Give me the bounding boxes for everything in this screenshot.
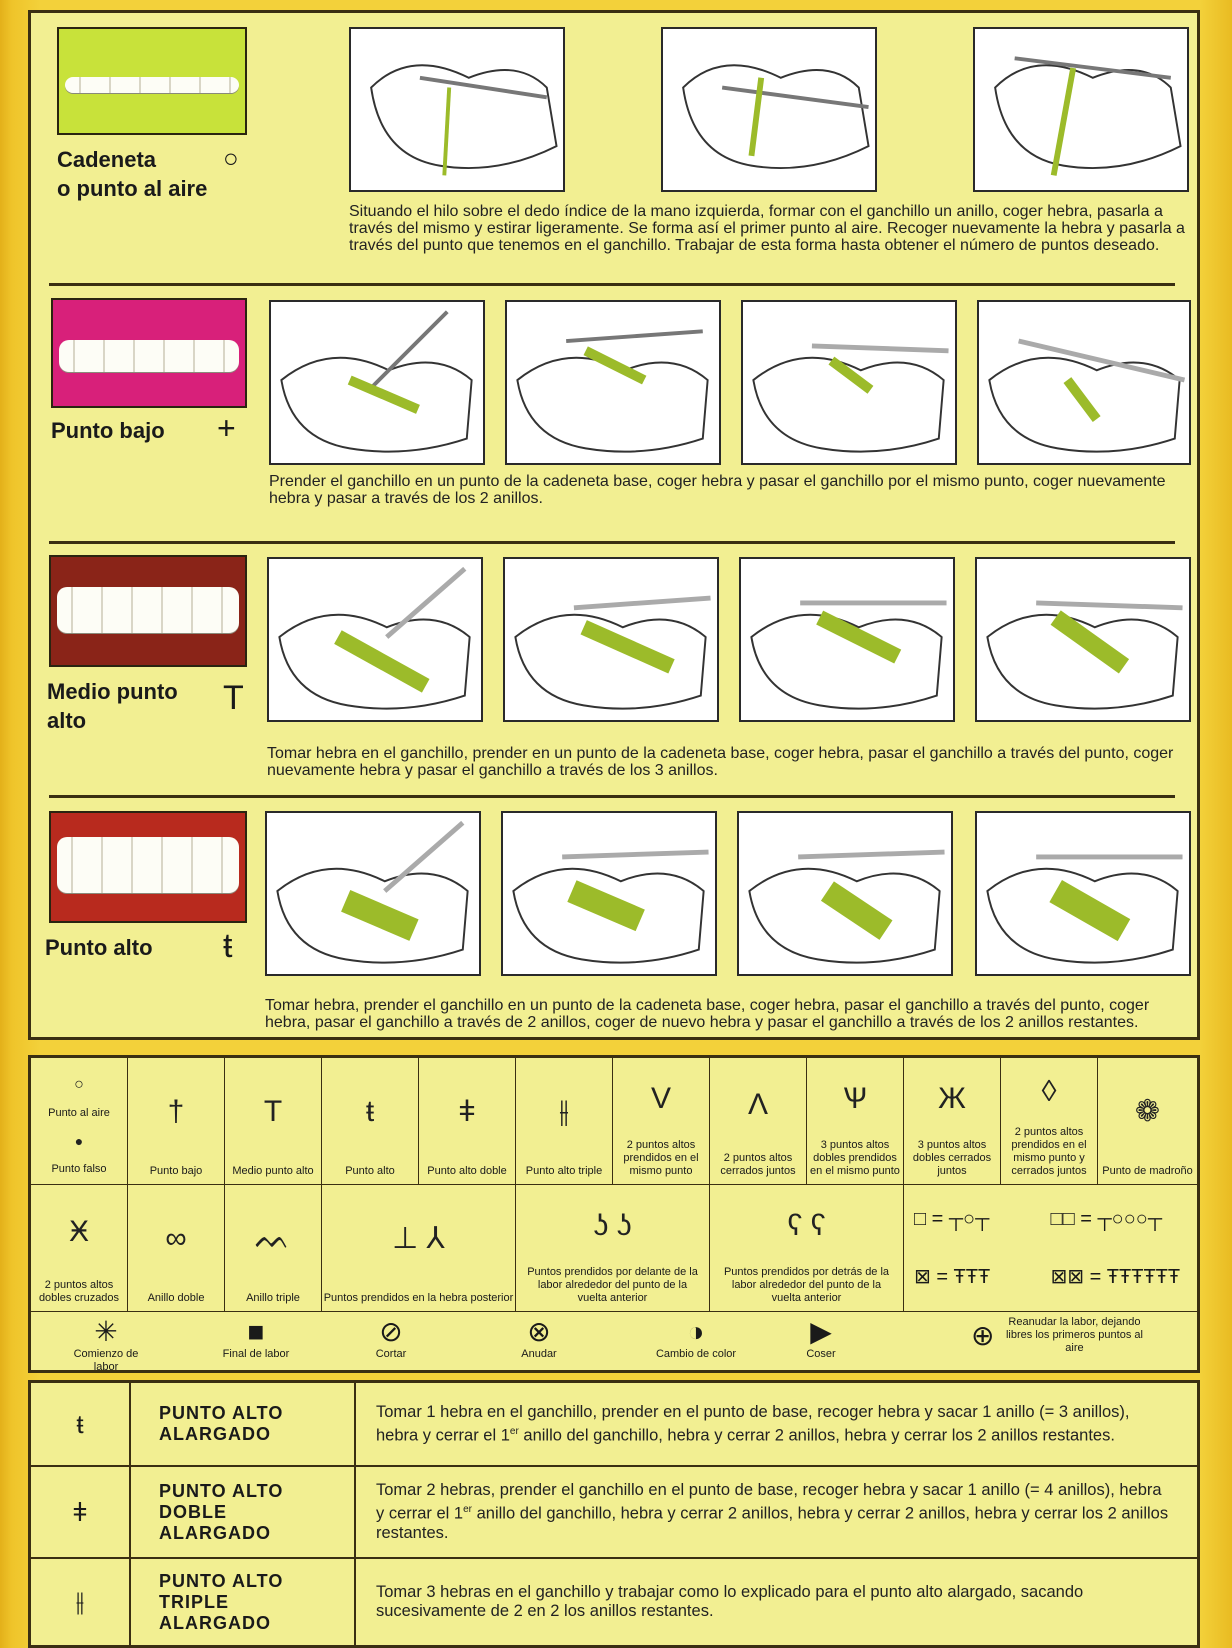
illustration-step-3 [973,27,1189,192]
stitch-section-punto-alto [31,799,1197,1039]
legend-cell-punto-alto: ŧ Punto alto [322,1058,419,1185]
row-name: PUNTO ALTO DOBLE ALARGADO [131,1467,356,1557]
legend-cell-anillo-triple: ᨓ Anillo triple [225,1185,322,1312]
stitch-name: Punto alto [45,935,153,960]
table-row [31,1383,1197,1467]
stitch-name: Punto bajo [51,418,165,443]
row-name: PUNTO ALTO TRIPLE ALARGADO [131,1559,356,1645]
legend-cell-2-puntos-cruzados: Ӿ 2 puntos altos dobles cruzados [31,1185,128,1312]
legend-cell-3-puntos-dobles-cerrados: Ж 3 puntos altos dobles cerrados juntos [904,1058,1001,1185]
symbol-legend [28,1055,1200,1373]
stitch-section-punto-bajo [31,288,1197,538]
illustration-step-1 [349,27,565,192]
legend-coser: ▶ Coser [806,1316,836,1360]
stitch-symbol: ŧ [223,927,233,965]
stitch-symbol: ○ [223,143,239,173]
row-description: Tomar 2 hebras, prender el ganchillo en el punto de base, recoger hebra y sacar 1 anillo (= 4 anillos), hebra y cerrar el 1er anillo del ganchillo, hebra y cerrar 2 anillos, hebra y cerrar 2 anillos, hebra y cerrar los 2 anillos restantes. [376,1481,1169,1542]
row-symbol: ǂ [31,1467,131,1557]
illustration-step-3 [737,811,953,976]
legend-cambio-de-color: ◑ Cambio de color [655,1316,737,1360]
illustration-step-1 [267,557,483,722]
legend-cell-punto-bajo: † Punto bajo [128,1058,225,1185]
equivalence-4: ⊠⊠ = ŦŦŦŦŦŦ [1050,1266,1181,1288]
stitch-name: Medio punto alto [47,679,178,733]
illustration-step-3 [741,300,957,465]
stitch-panel [28,10,1200,1040]
legend-cell-2-puntos-mismo-y-cerrados: ◊ 2 puntos altos prendidos en el mismo punto y cerrados juntos [1001,1058,1098,1185]
legend-cell-punto-al-aire: ○ Punto al aire ● Punto falso [31,1058,128,1185]
legend-cell-medio-punto-alto: T Medio punto alto [225,1058,322,1185]
legend-cell-equivalences [904,1185,1197,1312]
legend-cell-anillo-doble: ∞ Anillo doble [128,1185,225,1312]
equivalence-1: □ = ┬○┬ [914,1208,990,1230]
stitch-name: Cadeneta o punto al aire [57,147,208,201]
legend-anudar: ⊗ Anudar [521,1316,557,1360]
legend-cell-punto-alto-doble: ǂ Punto alto doble [419,1058,516,1185]
row-description: Tomar 1 hebra en el ganchillo, prender en el punto de base, recoger hebra y sacar 1 anillo (= 3 anillos), hebra y cerrar el 1er anillo del ganchillo, hebra y cerrar 2 anillos, hebra y cerrar los 2 anillos restantes. [376,1402,1130,1445]
illustration-step-2 [503,557,719,722]
stitch-description: Tomar hebra en el ganchillo, prender en un punto de la cadeneta base, coger hebra, pasar el ganchillo a través del punto, coger nuevamente hebra y pasar el ganchillo a través de los 3 anillos. [267,745,1174,779]
stitch-description: Prender el ganchillo en un punto de la cadeneta base, coger hebra y pasar el ganchillo por el mismo punto, coger nuevamente hebra y pasar a través de los 2 anillos. [269,473,1166,507]
swatch-image [49,555,247,667]
legend-cortar: ⊘ Cortar [375,1316,407,1360]
legend-cell-3-puntos-dobles-mismo: Ѱ 3 puntos altos dobles prendidos en el mismo punto [807,1058,904,1185]
legend-cell-prendidos-por-delante: ʖ ʖ Puntos prendidos por delante de la labor alrededor del punto de la vuelta anterior [516,1185,710,1312]
row-name: PUNTO ALTO ALARGADO [131,1383,356,1465]
illustration-step-4 [975,811,1191,976]
legend-cell-prendidos-por-detras: ʕ ʕ Puntos prendidos por detrás de la labor alrededor del punto de la vuelta anterior [710,1185,904,1312]
illustration-step-2 [661,27,877,192]
stitch-section-medio-punto-alto [31,545,1197,795]
stitch-section-cadeneta [31,13,1197,283]
illustration-step-2 [505,300,721,465]
illustration-step-2 [501,811,717,976]
legend-comienzo-de-labor: ✳ Comienzo de labor [73,1316,139,1373]
legend-cell-punto-de-madrono: ❁ Punto de madroño [1098,1058,1197,1185]
swatch-image [51,298,247,408]
equivalence-3: ⊠ = ŦŦŦ [914,1266,991,1288]
legend-cell-2-puntos-mismo-punto: V 2 puntos altos prendidos en el mismo punto [613,1058,710,1185]
stitch-description: Situando el hilo sobre el dedo índice de la mano izquierda, formar con el ganchillo un anillo, coger hebra, pasarla a través del mismo y estirar ligeramente. Se forma así el primer punto al aire. Recoger nuevamente la hebra y pasarla a través del punto que tenemos en el ganchillo. Trabajar de esta forma hasta obtener el número de puntos deseado. [349,203,1185,254]
swatch-image [49,811,247,923]
illustration-step-3 [739,557,955,722]
equivalence-2: □□ = ┬○○○┬ [1050,1208,1163,1230]
table-row [31,1467,1197,1559]
illustration-step-4 [977,300,1191,465]
table-row [31,1559,1197,1645]
illustration-step-1 [265,811,481,976]
stitch-symbol: + [217,410,236,446]
row-symbol: ⫲ [31,1559,131,1645]
illustration-step-4 [975,557,1191,722]
legend-cell-hebra-posterior: ⊥ ⅄ Puntos prendidos en la hebra posterior [322,1185,516,1312]
legend-reanudar: ⊕ Reanudar la labor, dejando libres los primeros puntos al aire [971,1316,1143,1354]
stitch-symbol: T [223,679,244,717]
legend-final-de-labor: ■ Final de labor [222,1316,290,1360]
legend-cell-punto-alto-triple: ⫲ Punto alto triple [516,1058,613,1185]
row-description: Tomar 3 hebras en el ganchillo y trabajar como lo explicado para el punto alto alargado, sacando sucesivamente de 2 en 2 los anillos restantes. [376,1583,1084,1620]
stitch-description: Tomar hebra, prender el ganchillo en un punto de la cadeneta base, coger hebra, pasar el ganchillo a través del punto, coger hebra, pasar el ganchillo a través de 2 anillos, coger de nuevo hebra y pasar el ganchillo a través de los 2 anillos restantes. [265,997,1150,1031]
legend-cell-2-puntos-cerrados: Λ 2 puntos altos cerrados juntos [710,1058,807,1185]
row-symbol: ŧ [31,1383,131,1465]
elongated-stitch-table [28,1380,1200,1648]
swatch-image [57,27,247,135]
illustration-step-1 [269,300,485,465]
